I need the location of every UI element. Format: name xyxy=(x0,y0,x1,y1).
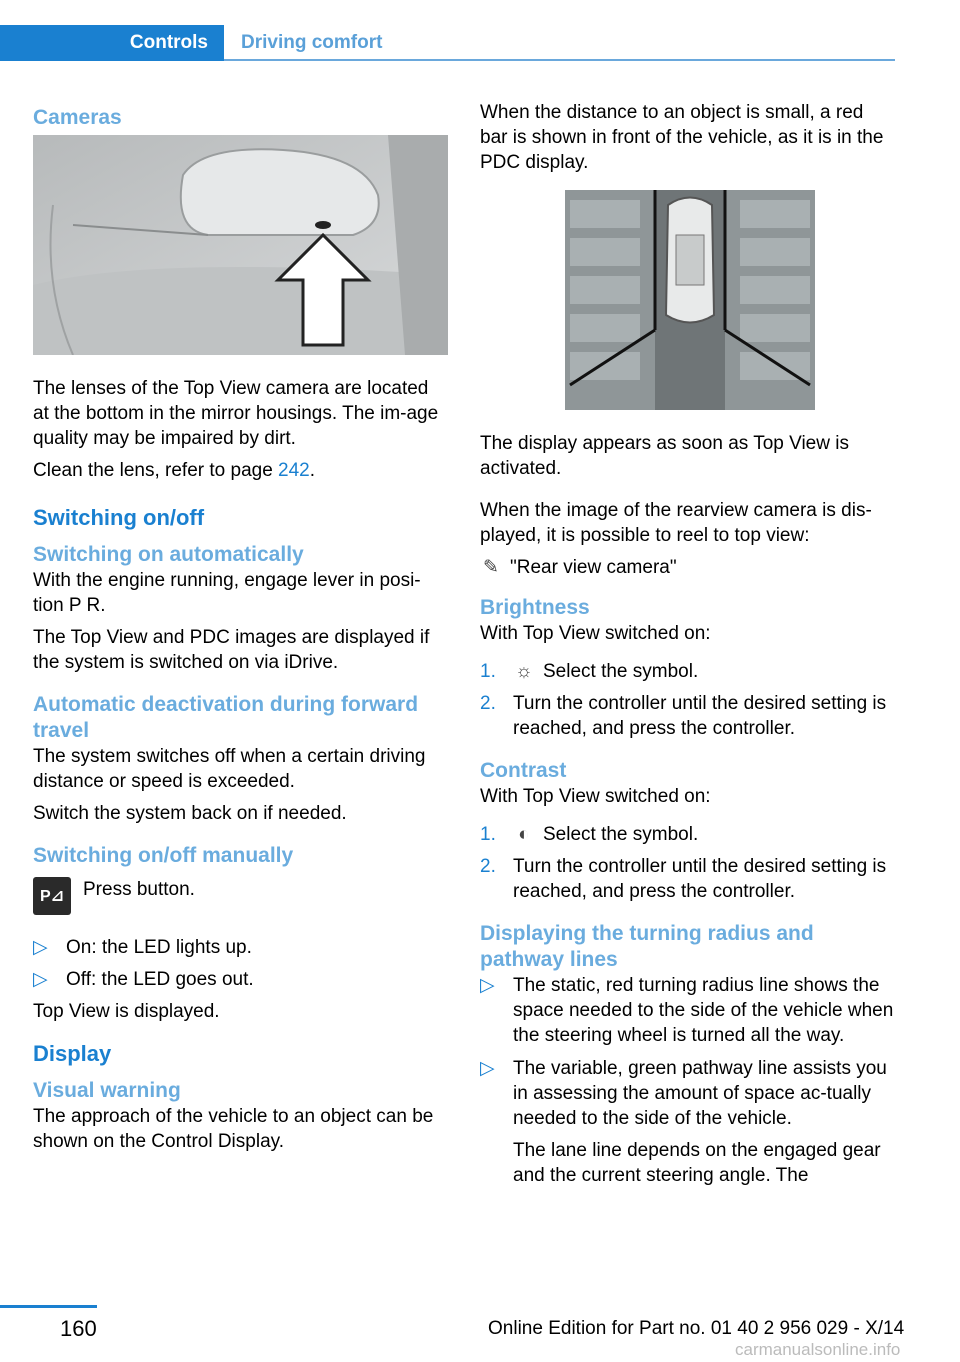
heading-visual-warning: Visual warning xyxy=(33,1079,181,1102)
text-with-topview-2: With Top View switched on: xyxy=(480,786,711,807)
page-number: 160 xyxy=(60,1316,97,1341)
right-column xyxy=(480,100,896,1195)
brightness-steps xyxy=(480,659,896,741)
text-switch-back: Switch the system back on if needed. xyxy=(33,803,347,824)
list-item: ▷ The variable, green pathway line assists you in assessing the amount of space ac‐tually needed to the side of the vehicle. The lane line depends on the engaged gear and the current steering angle. The xyxy=(480,1056,896,1188)
text-auto: With the engine running, engage lever in posi‐tion P R. xyxy=(33,570,421,616)
heading-switching: Switching on/off xyxy=(33,505,205,530)
list-item: 1. ◐ Select the symbol. xyxy=(480,824,699,845)
triangle-bullet-icon: ▷ xyxy=(33,969,48,990)
text-clean-lens: Clean the lens, refer to page 242. xyxy=(33,460,316,481)
list-item: 2. Turn the controller until the desired setting is reached, and press the controller. xyxy=(480,856,887,902)
text-press-button: Press button. xyxy=(83,879,195,900)
top-view-display-image xyxy=(480,190,895,410)
press-button-row xyxy=(33,877,449,915)
text-lenses: The lenses of the Top View camera are located at the bottom in the mirror housings. The im‐age quality may be impaired by dirt. xyxy=(33,378,439,449)
heading-turning-radius: Displaying the turning radius and pathway lines xyxy=(480,922,814,971)
list-item: 2. Turn the controller until the desired setting is reached, and press the controller. xyxy=(480,693,887,739)
edition-text: Online Edition for Part no. 01 40 2 956 029 - X/14 xyxy=(488,1318,905,1339)
text-deactivation: The system switches off when a certain driving distance or speed is exceeded. xyxy=(33,746,426,792)
rear-camera-row xyxy=(480,555,896,580)
header-rule xyxy=(224,59,895,61)
text-images: The Top View and PDC images are displayed if the system is switched on via iDrive. xyxy=(33,627,430,673)
left-column xyxy=(33,100,449,1161)
triangle-bullet-icon: ▷ xyxy=(480,1058,495,1079)
list-item: ▷ Off: the LED goes out. xyxy=(33,969,254,990)
text-topview-displayed: Top View is displayed. xyxy=(33,1001,220,1022)
heading-contrast: Contrast xyxy=(480,759,567,782)
heading-cameras: Cameras xyxy=(33,106,122,129)
heading-deactivation: Automatic deactivation during forward travel xyxy=(33,693,419,742)
text-display-appears: The display appears as soon as Top View is activated. xyxy=(480,433,849,479)
watermark-text: carmanualsonline.info xyxy=(735,1340,901,1359)
text-distance: When the distance to an object is small, a red bar is shown in front of the vehicle, as it is in the PDC display. xyxy=(480,102,884,173)
text-visual-warning: The approach of the vehicle to an object can be shown on the Control Display. xyxy=(33,1106,434,1152)
heading-manual: Switching on/off manually xyxy=(33,844,294,867)
tab-driving-comfort[interactable]: Driving comfort xyxy=(241,32,383,53)
text-lane-line: The lane line depends on the engaged gear and the current steering angle. The xyxy=(513,1140,881,1186)
list-item: 1. ☼ Select the symbol. xyxy=(480,661,699,682)
rear-camera-icon[interactable]: ✎ xyxy=(483,557,499,578)
triangle-bullet-icon: ▷ xyxy=(33,937,48,958)
led-list xyxy=(33,935,449,992)
heading-display: Display xyxy=(33,1041,112,1066)
tab-controls[interactable]: Controls xyxy=(0,25,224,61)
footer-rule xyxy=(0,1305,97,1308)
contrast-steps xyxy=(480,822,896,904)
list-item: ▷ The static, red turning radius line shows the space needed to the side of the vehicle when the steering wheel is turned all the way. xyxy=(480,975,894,1046)
brightness-sun-icon[interactable]: ☼ xyxy=(515,661,533,682)
contrast-half-circle-icon[interactable]: ◐ xyxy=(518,824,530,845)
list-item: ▷ On: the LED lights up. xyxy=(33,937,252,958)
mirror-camera-image xyxy=(33,135,448,355)
heading-brightness: Brightness xyxy=(480,596,590,619)
triangle-bullet-icon: ▷ xyxy=(480,975,495,996)
text-with-topview-1: With Top View switched on: xyxy=(480,623,711,644)
page-link[interactable]: 242 xyxy=(278,460,310,481)
pdc-button-icon[interactable]: P⊿ xyxy=(33,877,71,915)
text-rear-camera: "Rear view camera" xyxy=(510,557,677,578)
header-tabbar xyxy=(0,25,895,61)
heading-switching-auto: Switching on automatically xyxy=(33,543,304,566)
turning-list xyxy=(480,973,896,1188)
text-rearview: When the image of the rearview camera is dis‐played, it is possible to reel to top view: xyxy=(480,500,872,546)
